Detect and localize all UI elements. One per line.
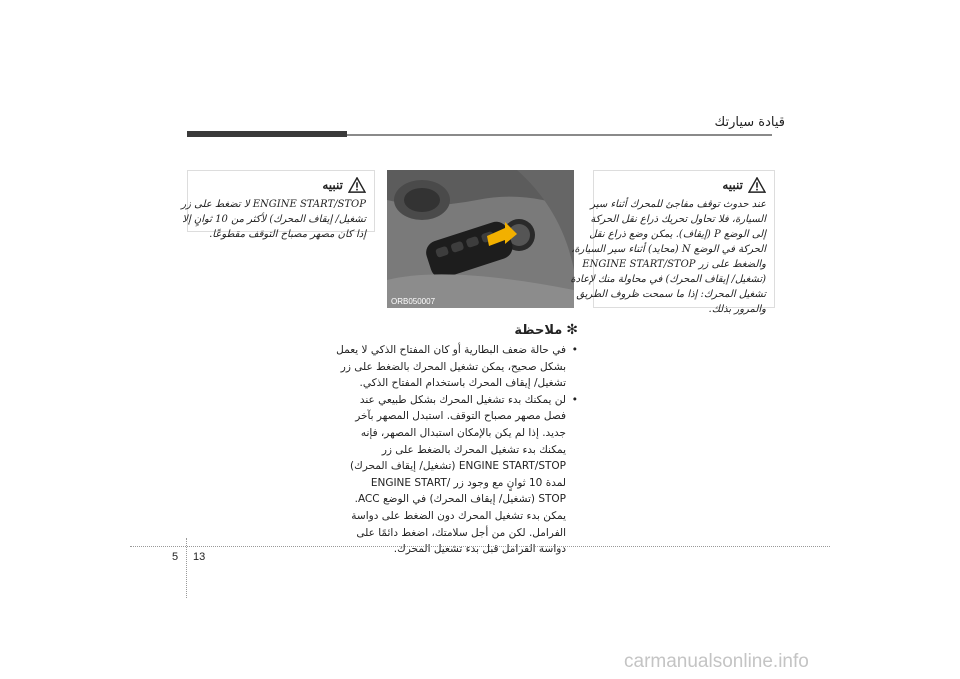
note-heading [378, 322, 578, 338]
caution-heading [196, 177, 366, 193]
warning-triangle-icon [348, 177, 366, 193]
caution-body [570, 197, 766, 317]
photo-reference-code: ORB050007 [391, 297, 436, 306]
note-line: • لن يمكنك بدء تشغيل المحرك بشكل طبيعي عند [359, 393, 566, 406]
caution-box-right [570, 170, 775, 315]
note-bullet [349, 392, 578, 558]
watermark: carmanualsonline.info [624, 651, 809, 672]
smart-key-photo [387, 170, 574, 308]
note-line: يمكن بدء تشغيل المحرك دون الضغط على دواسة [351, 509, 566, 522]
note-section [336, 322, 578, 558]
caution-line: ENGINE START/STOP لا تضغط على زر [181, 199, 366, 210]
note-bullet [336, 342, 578, 392]
caution-box-left [181, 170, 375, 240]
caution-line: تشغيل المحرك: إذا ما سمحت ظروف الطريق [576, 289, 766, 300]
note-heading-label: ملاحظة [514, 322, 563, 338]
note-line: جديد. إذا لم يكن بالإمكان استبدال المصهر، فإنه [360, 426, 566, 439]
chapter-number: 5 [172, 551, 179, 563]
caution-line: إذا كان مصهر مصباح التوقف مقطوعًا. [209, 229, 366, 240]
caution-line: السيارة، فلا تحاول تحريك ذراع نقل الحركة [590, 214, 766, 225]
note-line: فصل مصهر مصباح التوقف. استبدل المصهر بآخر [355, 410, 566, 423]
caution-heading [602, 177, 766, 193]
note-line: ENGINE START/STOP (تشغيل/ إيقاف المحرك) [349, 460, 566, 473]
footer-vertical-divider [186, 538, 187, 598]
note-star-icon: ✻ [566, 322, 578, 338]
note-line: دواسة الفرامل قبل بدء تشغيل المحرك. [393, 543, 566, 556]
note-line: • في حالة ضعف البطارية أو كان المفتاح الذكي لا يعمل [336, 344, 566, 356]
caution-body [181, 197, 366, 242]
footer-divider [130, 546, 830, 547]
caution-line: عند حدوث توقف مفاجئ للمحرك أثناء سير [590, 199, 766, 210]
note-line: تشغيل/ إيقاف المحرك باستخدام المفتاح الذكي. [359, 377, 566, 390]
note-line: يمكنك بدء تشغيل المحرك بالضغط على زر [381, 443, 566, 456]
note-line: بشكل صحيح، يمكن تشغيل المحرك بالضغط على زر [340, 360, 566, 373]
page-number: 13 [193, 551, 206, 563]
note-line: STOP (تشغيل/ إيقاف المحرك) في الوضع ACC. [354, 493, 566, 506]
note-bullet-list [336, 342, 578, 558]
warning-triangle-icon [748, 177, 766, 193]
caution-line: (تشغيل/ إيقاف المحرك) في محاولة منك لإعادة [570, 274, 766, 285]
header-rule-light [347, 134, 772, 136]
caution-heading-label: تنبيه [322, 177, 343, 192]
header-rule-dark [187, 131, 347, 137]
caution-line: والضغط على زر ENGINE START/STOP [582, 259, 766, 270]
page-header-title: قيادة سيارتك [714, 115, 785, 130]
caution-line: والمرور بذلك. [708, 304, 766, 315]
caution-heading-label: تنبيه [722, 177, 743, 192]
caution-line: الحركة في الوضع N (محايد) أثناء سير السيارة، [571, 244, 766, 255]
caution-line: إلى الوضع P (إيقاف). يمكن وضع ذراع نقل [589, 229, 766, 240]
note-line: لمدة 10 ثوانٍ مع وجود زر /ENGINE START [370, 476, 566, 489]
note-line: الفرامل. لكن من أجل سلامتك، اضغط دائمًا على [356, 526, 566, 539]
caution-line: تشغيل/ إيقاف المحرك) لأكثر من 10 ثوانٍ إلا [182, 214, 366, 225]
smart-key-illustration [387, 170, 574, 308]
